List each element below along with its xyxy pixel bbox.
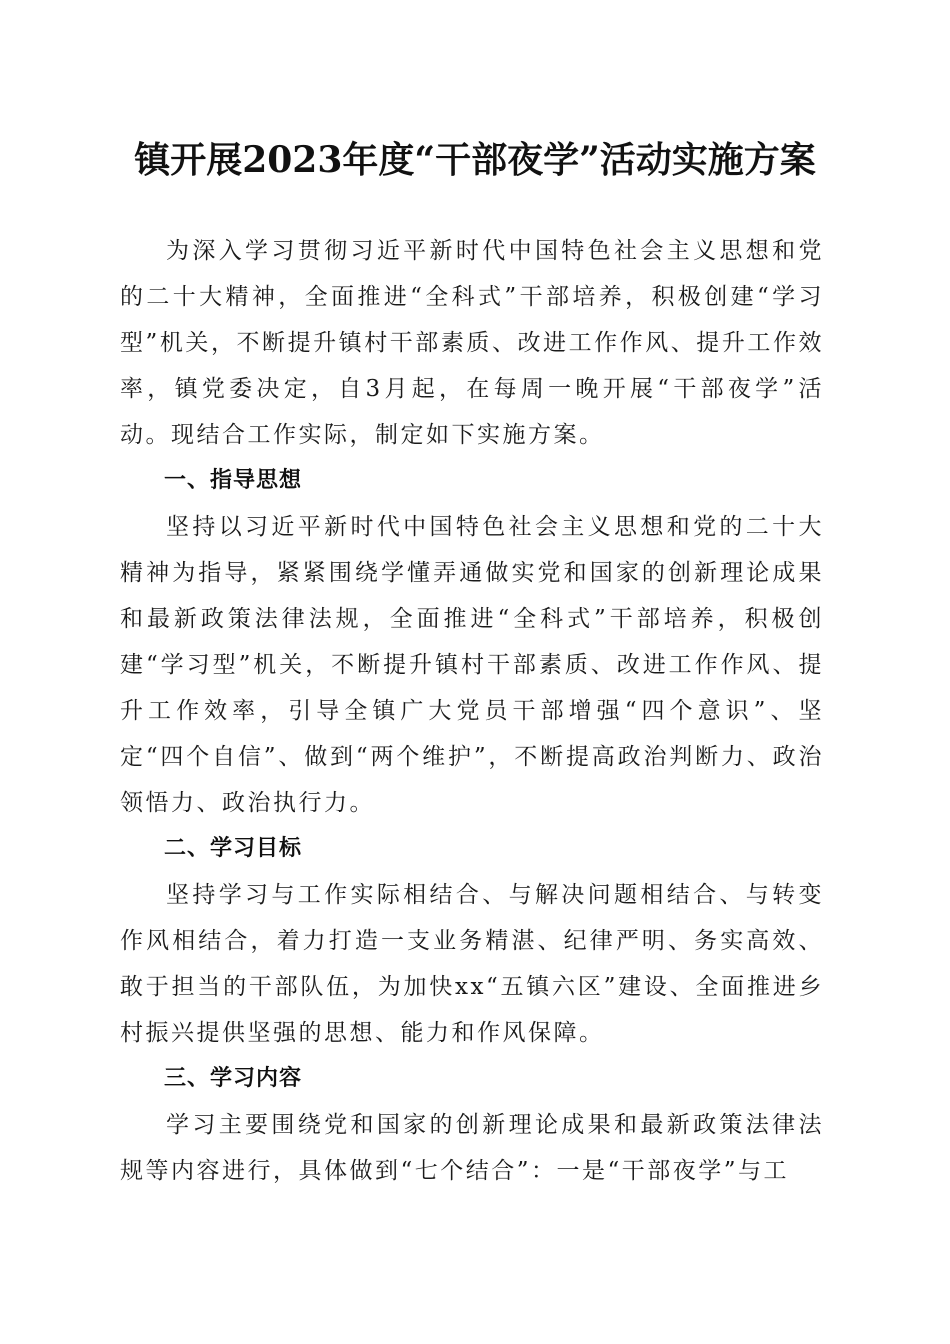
document-title: 镇开展2023年度“干部夜学”活动实施方案 (134, 139, 816, 181)
document-body (120, 228, 824, 1194)
intro-paragraph: 为深入学习贯彻习近平新时代中国特色社会主义思想和党的二十大精神，全面推进“全科式”干部培养，积极创建“学习型”机关，不断提升镇村干部素质、改进工作作风、提升工作效率，镇党委决定，自3月起，在每周一晚开展“干部夜学”活动。现结合工作实际，制定如下实施方案。 (120, 238, 824, 448)
section-heading-learning-goals: 二、学习目标 (164, 836, 303, 861)
section-paragraph-guiding-ideology: 坚持以习近平新时代中国特色社会主义思想和党的二十大精神为指导，紧紧围绕学懂弄通做实党和国家的创新理论成果和最新政策法律法规，全面推进“全科式”干部培养，积极创建“学习型”机关，不断提升镇村干部素质、改进工作作风、提升工作效率，引导全镇广大党员干部增强“四个意识”、坚定“四个自信”、做到“两个维护”，不断提高政治判断力、政治领悟力、政治执行力。 (120, 514, 824, 816)
section-paragraph-learning-goals: 坚持学习与工作实际相结合、与解决问题相结合、与转变作风相结合，着力打造一支业务精湛、纪律严明、务实高效、敢于担当的干部队伍，为加快xx“五镇六区”建设、全面推进乡村振兴提供坚强的思想、能力和作风保障。 (120, 882, 824, 1046)
section-paragraph-learning-content: 学习主要围绕党和国家的创新理论成果和最新政策法律法规等内容进行，具体做到“七个结合”：一是“干部夜学”与工 (120, 1112, 824, 1184)
section-heading-guiding-ideology: 一、指导思想 (164, 468, 303, 493)
section-heading-learning-content: 三、学习内容 (164, 1066, 303, 1091)
